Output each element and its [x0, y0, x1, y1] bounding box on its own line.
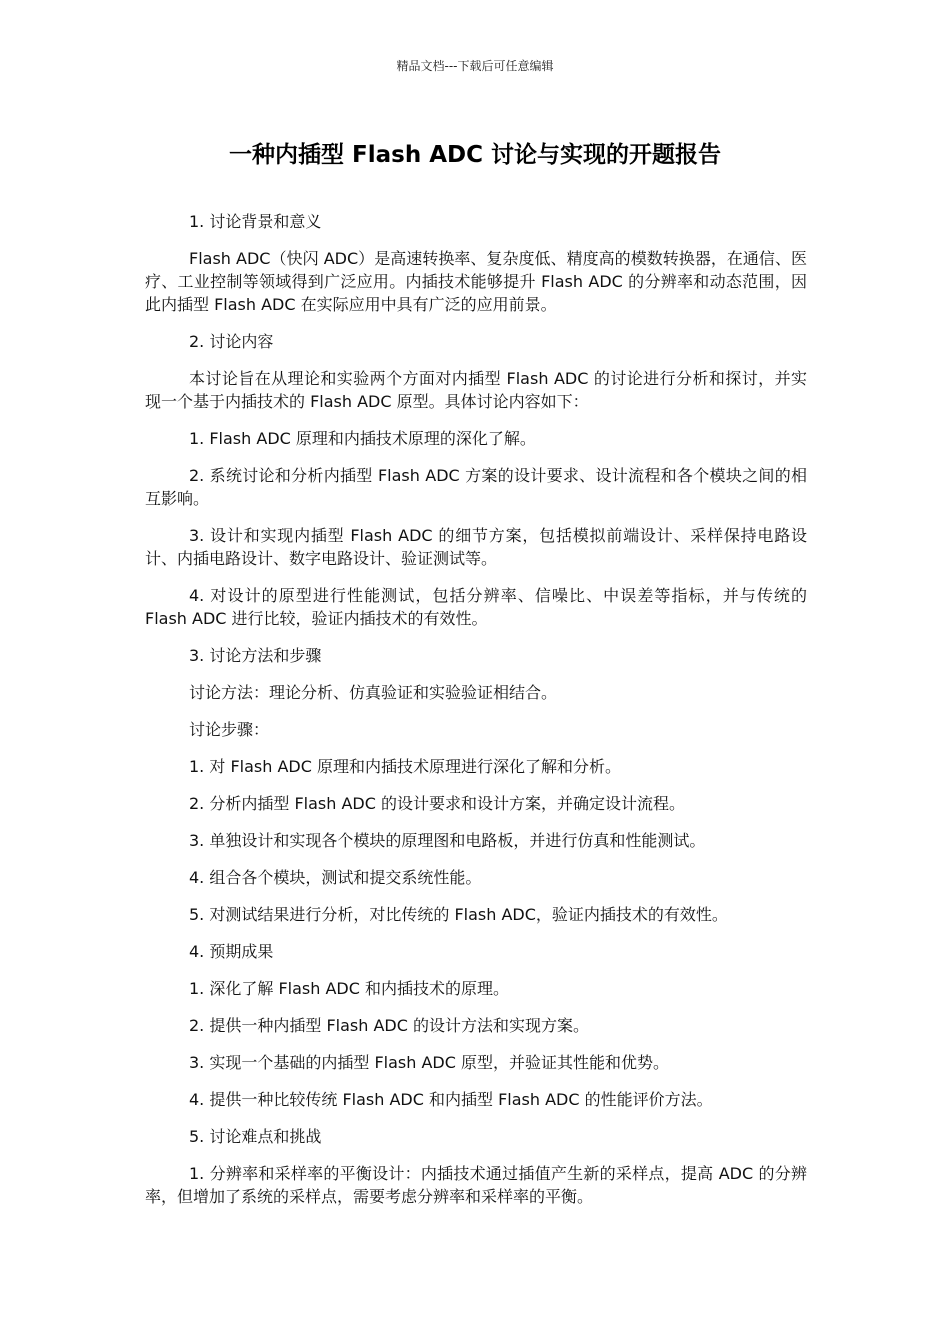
outcome-item-1: 1. 深化了解 Flash ADC 和内插技术的原理。 [189, 979, 509, 998]
step-item-5: 5. 对测试结果进行分析，对比传统的 Flash ADC，验证内插技术的有效性。 [189, 905, 728, 924]
paragraph-background: Flash ADC（快闪 ADC）是高速转换率、复杂度低、精度高的模数转换器，在通信、医疗、工业控制等领域得到广泛应用。内插技术能够提升 Flash ADC 的分辨率和动态范围，因此内插型 Flash ADC 在实际应用中具有广泛的应用前景。 [145, 249, 807, 314]
outcome-item-3: 3. 实现一个基础的内插型 Flash ADC 原型，并验证其性能和优势。 [189, 1053, 669, 1072]
header-note: 精品文档---下载后可任意编辑 [396, 59, 554, 73]
paragraph-method: 讨论方法：理论分析、仿真验证和实验验证相结合。 [189, 683, 558, 702]
step-item-4: 4. 组合各个模块，测试和提交系统性能。 [189, 868, 482, 887]
section-heading-methods: 3. 讨论方法和步骤 [189, 646, 322, 665]
paragraph-steps-label: 讨论步骤： [189, 720, 270, 739]
section-heading-content: 2. 讨论内容 [189, 332, 274, 351]
outcome-item-4: 4. 提供一种比较传统 Flash ADC 和内插型 Flash ADC 的性能评价方法。 [189, 1090, 713, 1109]
content-item-4: 4. 对设计的原型进行性能测试，包括分辨率、信噪比、中误差等指标，并与传统的 Flash ADC 进行比较，验证内插技术的有效性。 [145, 586, 807, 628]
challenge-item-1: 1. 分辨率和采样率的平衡设计：内插技术通过插值产生新的采样点，提高 ADC 的分辨率，但增加了系统的采样点，需要考虑分辨率和采样率的平衡。 [145, 1164, 807, 1206]
content-item-3: 3. 设计和实现内插型 Flash ADC 的细节方案，包括模拟前端设计、采样保持电路设计、内插电路设计、数字电路设计、验证测试等。 [145, 526, 807, 568]
step-item-2: 2. 分析内插型 Flash ADC 的设计要求和设计方案，并确定设计流程。 [189, 794, 685, 813]
paragraph-content-intro: 本讨论旨在从理论和实验两个方面对内插型 Flash ADC 的讨论进行分析和探讨，并实现一个基于内插技术的 Flash ADC 原型。具体讨论内容如下： [145, 369, 807, 411]
section-heading-outcomes: 4. 预期成果 [189, 942, 274, 961]
document-title: 一种内插型 Flash ADC 讨论与实现的开题报告 [229, 142, 721, 168]
section-heading-background: 1. 讨论背景和意义 [189, 212, 322, 231]
step-item-3: 3. 单独设计和实现各个模块的原理图和电路板，并进行仿真和性能测试。 [189, 831, 706, 850]
document-body [145, 210, 807, 1208]
content-item-2: 2. 系统讨论和分析内插型 Flash ADC 方案的设计要求、设计流程和各个模块之间的相互影响。 [145, 466, 807, 508]
outcome-item-2: 2. 提供一种内插型 Flash ADC 的设计方法和实现方案。 [189, 1016, 589, 1035]
content-item-1: 1. Flash ADC 原理和内插技术原理的深化了解。 [189, 429, 536, 448]
section-heading-challenges: 5. 讨论难点和挑战 [189, 1127, 322, 1146]
step-item-1: 1. 对 Flash ADC 原理和内插技术原理进行深化了解和分析。 [189, 757, 621, 776]
